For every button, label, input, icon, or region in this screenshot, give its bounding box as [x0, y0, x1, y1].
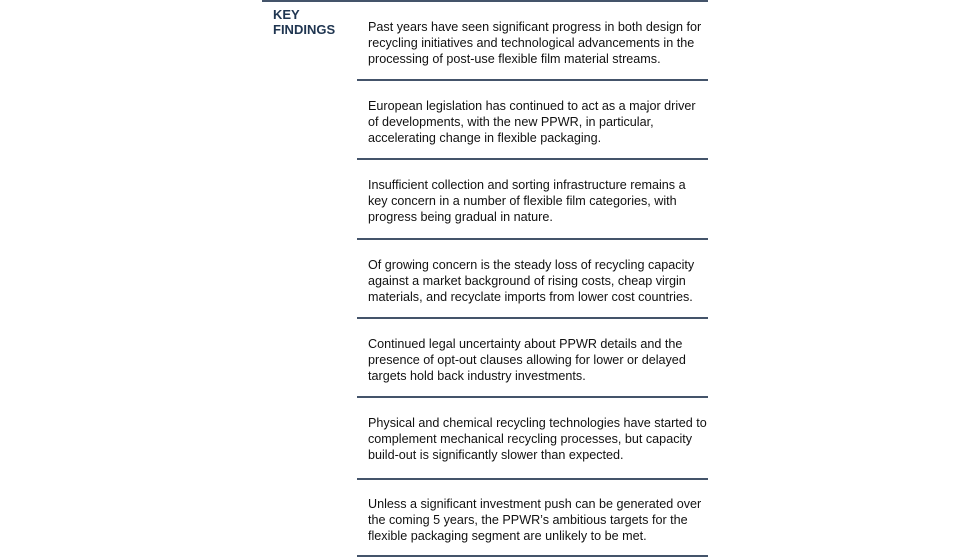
- finding-item: European legislation has continued to act as a major driver of developments, with the new PPWR, in particular, accelerating change in flexible packaging.: [368, 99, 696, 145]
- divider: [357, 555, 708, 557]
- finding-item: Insufficient collection and sorting infrastructure remains a key concern in a number of flexible film categories, with progress being gradual in nature.: [368, 178, 686, 224]
- finding-item: Physical and chemical recycling technologies have started to complement mechanical recycling processes, but capacity build-out is significantly slower than expected.: [368, 416, 707, 462]
- divider: [357, 396, 708, 398]
- finding-item: Continued legal uncertainty about PPWR details and the presence of opt-out clauses allowing for lower or delayed targets hold back industry investments.: [368, 337, 686, 383]
- divider: [357, 478, 708, 480]
- section-heading: [273, 7, 335, 37]
- divider: [357, 317, 708, 319]
- heading-line-1: KEY: [273, 7, 300, 22]
- top-rule: [262, 0, 708, 2]
- heading-line-2: FINDINGS: [273, 22, 336, 37]
- finding-item: Past years have seen significant progress in both design for recycling initiatives and technological advancements in the processing of post-use flexible film material streams.: [368, 20, 702, 66]
- divider: [357, 79, 708, 81]
- divider: [357, 238, 708, 240]
- finding-item: Unless a significant investment push can be generated over the coming 5 years, the PPWR’s ambitious targets for the flexible packaging segment are unlikely to be met.: [368, 497, 702, 543]
- finding-item: Of growing concern is the steady loss of recycling capacity against a market background of rising costs, cheap virgin materials, and recyclate imports from lower cost countries.: [368, 258, 695, 304]
- divider: [357, 158, 708, 160]
